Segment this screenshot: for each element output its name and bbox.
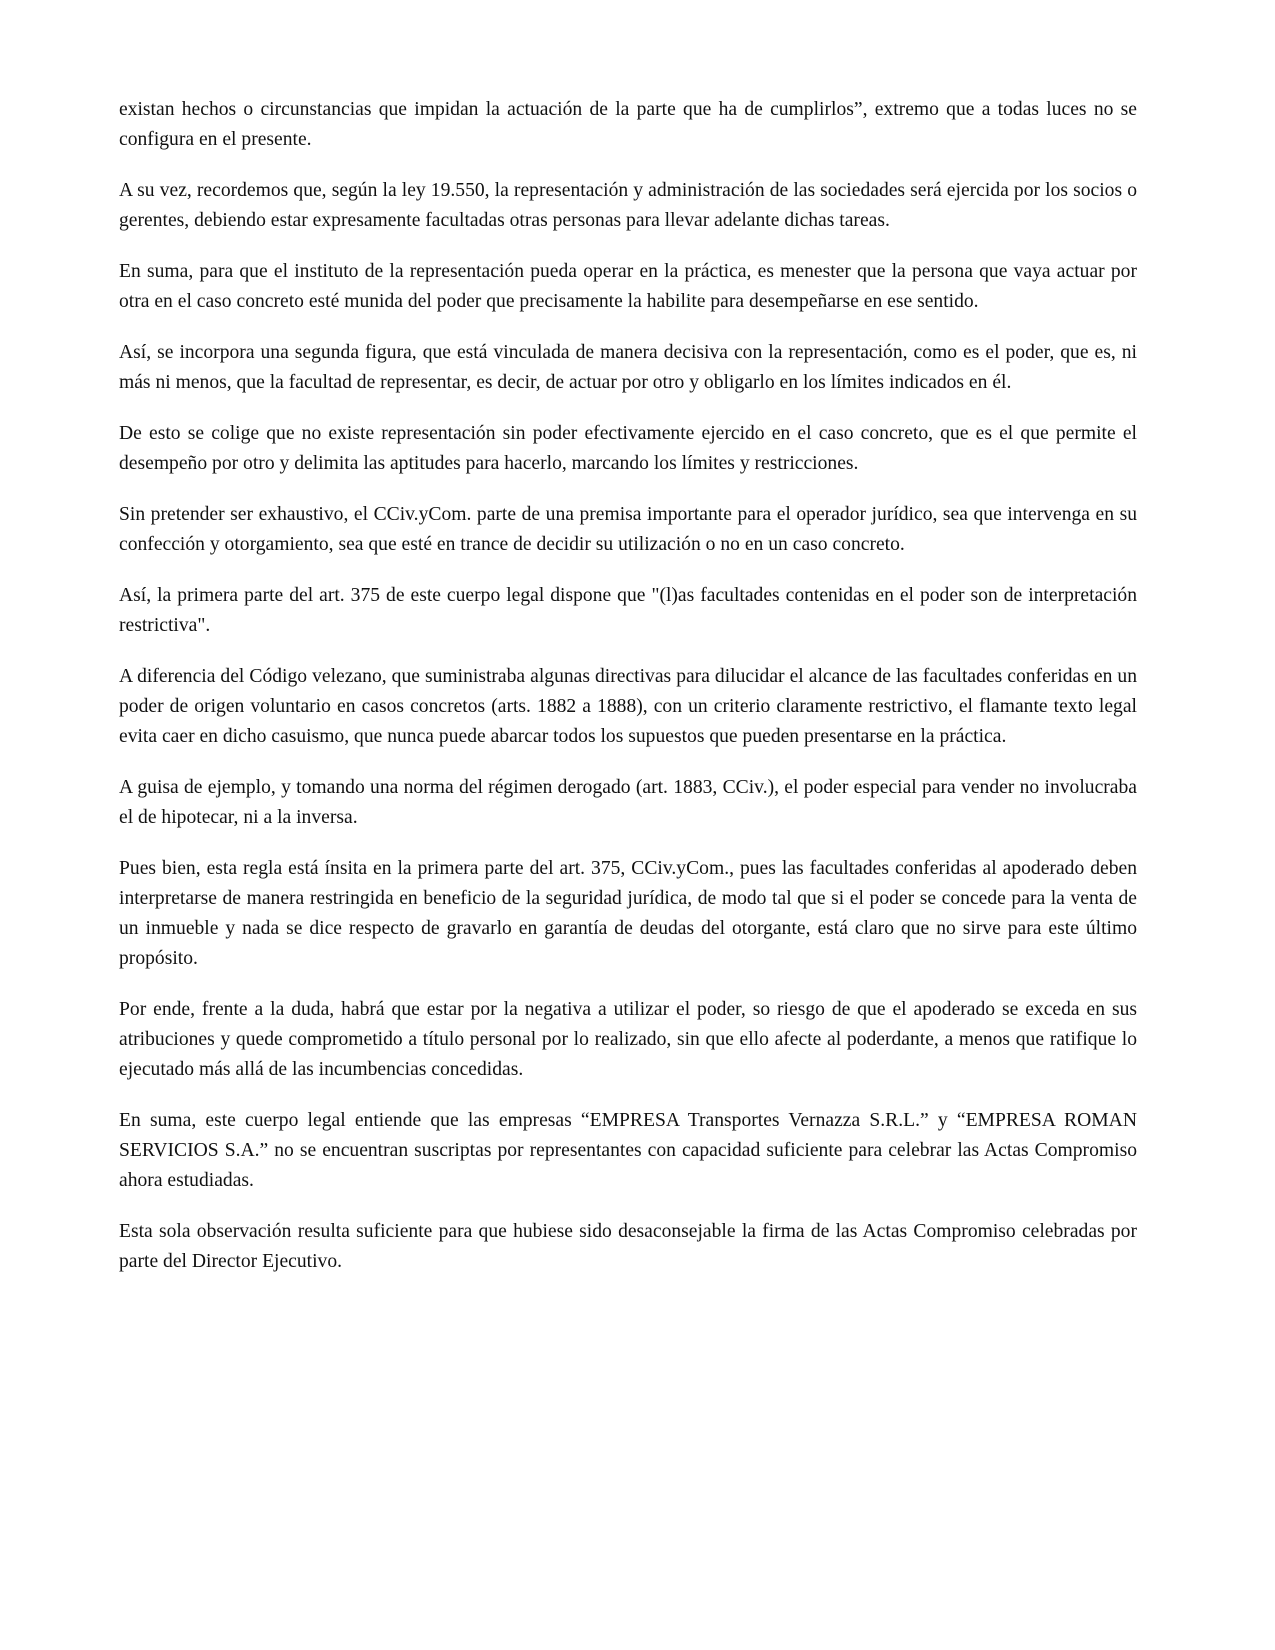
paragraph-13: Esta sola observación resulta suficiente para que hubiese sido desaconsejable la firma de las Actas Compromiso celebradas por parte del Director Ejecutivo. bbox=[119, 1221, 1137, 1272]
paragraph-1: existan hechos o circunstancias que impidan la actuación de la parte que ha de cumplirlos”, extremo que a todas luces no se configura en el presente. bbox=[119, 99, 1137, 150]
paragraph-9: A guisa de ejemplo, y tomando una norma del régimen derogado (art. 1883, CCiv.), el poder especial para vender no involucraba el de hipotecar, ni a la inversa. bbox=[119, 777, 1137, 828]
paragraph-11: Por ende, frente a la duda, habrá que estar por la negativa a utilizar el poder, so riesgo de que el apoderado se exceda en sus atribuciones y quede comprometido a título personal por lo realizado, sin que ello afecte al poderdante, a menos que ratifique lo ejecutado más allá de las incumbencias concedidas. bbox=[119, 999, 1137, 1080]
paragraph-2: A su vez, recordemos que, según la ley 19.550, la representación y administración de las sociedades será ejercida por los socios o gerentes, debiendo estar expresamente facultadas otras personas para llevar adelante dichas tareas. bbox=[119, 180, 1137, 231]
paragraph-4: Así, se incorpora una segunda figura, que está vinculada de manera decisiva con la representación, como es el poder, que es, ni más ni menos, que la facultad de representar, es decir, de actuar por otro y obligarlo en los límites indicados en él. bbox=[119, 342, 1137, 393]
paragraph-6: Sin pretender ser exhaustivo, el CCiv.yCom. parte de una premisa importante para el operador jurídico, sea que intervenga en su confección y otorgamiento, sea que esté en trance de decidir su utilización o no en un caso concreto. bbox=[119, 504, 1137, 555]
paragraph-10: Pues bien, esta regla está ínsita en la primera parte del art. 375, CCiv.yCom., pues las facultades conferidas al apoderado deben interpretarse de manera restringida en beneficio de la seguridad jurídica, de modo tal que si el poder se concede para la venta de un inmueble y nada se dice respecto de gravarlo en garantía de deudas del otorgante, está claro que no sirve para este último propósito. bbox=[119, 858, 1137, 969]
paragraph-8: A diferencia del Código velezano, que suministraba algunas directivas para dilucidar el alcance de las facultades conferidas en un poder de origen voluntario en casos concretos (arts. 1882 a 1888), con un criterio claramente restrictivo, el flamante texto legal evita caer en dicho casuismo, que nunca puede abarcar todos los supuestos que pueden presentarse en la práctica. bbox=[119, 666, 1137, 747]
paragraph-12: En suma, este cuerpo legal entiende que las empresas “EMPRESA Transportes Vernazza S.R.L.” y “EMPRESA ROMAN SERVICIOS S.A.” no se encuentran suscriptas por representantes con capacidad suficiente para celebrar las Actas Compromiso ahora estudiadas. bbox=[119, 1110, 1137, 1191]
paragraph-3: En suma, para que el instituto de la representación pueda operar en la práctica, es menester que la persona que vaya actuar por otra en el caso concreto esté munida del poder que precisamente la habilite para desempeñarse en ese sentido. bbox=[119, 261, 1137, 312]
paragraph-7: Así, la primera parte del art. 375 de este cuerpo legal dispone que "(l)as facultades contenidas en el poder son de interpretación restrictiva". bbox=[119, 585, 1137, 636]
paragraph-5: De esto se colige que no existe representación sin poder efectivamente ejercido en el caso concreto, que es el que permite el desempeño por otro y delimita las aptitudes para hacerlo, marcando los límites y restricciones. bbox=[119, 423, 1137, 474]
document-page bbox=[119, 95, 1137, 1298]
